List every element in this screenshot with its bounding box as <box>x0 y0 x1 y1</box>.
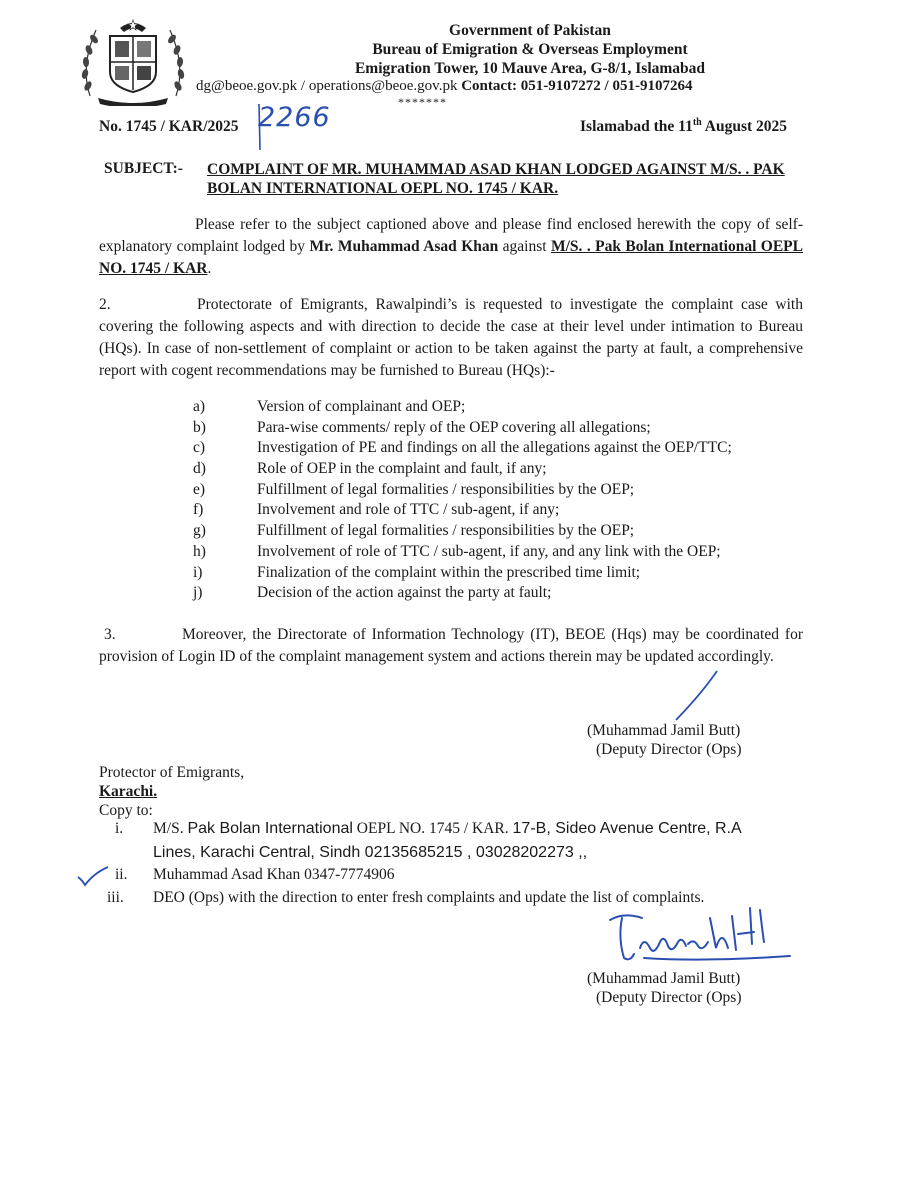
copy-number: i. <box>115 820 124 837</box>
copy-number: ii. <box>115 866 128 883</box>
addressee-city: Karachi. <box>99 783 158 800</box>
list-item-text: Version of complainant and OEP; <box>257 398 466 415</box>
header-government: Government of Pakistan <box>449 22 611 39</box>
copy-oep-name: Pak Bolan International <box>187 820 353 837</box>
copy-oep-license: OEPL NO. 1745 / KAR. <box>352 820 513 837</box>
copy-number: iii. <box>107 889 124 906</box>
list-item-letter: f) <box>193 501 204 519</box>
government-emblem-logo <box>76 16 190 106</box>
addressee-line: Protector of Emigrants, <box>99 764 245 781</box>
checkmark-icon <box>76 865 110 887</box>
para3-text: Moreover, the Directorate of Information Technology (IT), BEOE (Hqs) may be coordinated for provision of Login ID of the complaint management system and actions therein may be updated accordingly. <box>99 626 803 665</box>
place-date <box>580 117 787 136</box>
para1-end: . <box>207 260 212 277</box>
list-item-text: Investigation of PE and findings on all the allegations against the OEP/TTC; <box>257 439 732 457</box>
subject-text: COMPLAINT OF MR. MUHAMMAD ASAD KHAN LODGED AGAINST M/S. . PAK BOLAN INTERNATIONAL OEPL NO. 1745 / KAR. <box>207 161 785 197</box>
signatory-name-2: (Muhammad Jamil Butt) <box>587 970 741 987</box>
handwritten-diary-number: 2266 <box>258 102 331 133</box>
list-item-letter: d) <box>193 460 206 478</box>
oep-name: M/S. . Pak Bolan International OEPL NO. 1745 / KAR <box>99 238 803 277</box>
list-item-letter: g) <box>193 522 206 540</box>
copy-oep-address: 17-B, Sideo Avenue Centre, R.A <box>512 820 742 837</box>
para2-number: 2. <box>99 296 111 313</box>
list-item-letter: b) <box>193 418 206 436</box>
date-prefix: Islamabad the 11 <box>580 118 693 136</box>
list-item-letter: e) <box>193 480 206 498</box>
para1-part1: Please refer to the subject captioned above and please find enclosed herewith the copy of self-explanatory complaint lodged by <box>99 216 803 255</box>
reference-number: No. 1745 / KAR/2025 <box>99 118 239 135</box>
list-item-text: Involvement and role of TTC / sub-agent, if any; <box>257 501 560 519</box>
list-item-text: Para-wise comments/ reply of the OEP covering all allegations; <box>257 418 651 436</box>
list-item-letter: i) <box>193 563 203 581</box>
header-contact <box>196 78 692 95</box>
copy-address-line: Lines, Karachi Central, Sindh 02135685215 , 03028202273 ,, <box>153 844 588 861</box>
para3-number: 3. <box>104 626 116 643</box>
copy-to-label: Copy to: <box>99 802 153 819</box>
list-item-text: Decision of the action against the party at fault; <box>257 584 552 602</box>
handwritten-signature-icon <box>604 898 794 968</box>
paragraph-2 <box>99 294 803 382</box>
list-item-letter: a) <box>193 398 206 415</box>
list-item-letter: h) <box>193 542 206 560</box>
date-suffix: th <box>692 117 702 128</box>
copy-text: Muhammad Asad Khan 0347-7774906 <box>153 866 395 883</box>
complainant-name: Mr. Muhammad Asad Khan <box>309 238 499 255</box>
para2-text: Protectorate of Emigrants, Rawalpindi’s is requested to investigate the complaint case with covering the following aspects and with direction to decide the case at their level under intimation to Bureau (HQs). In case of non-settlement of complaint or action to be taken against the party at fault, a comprehensive report with cogent recommendations may be furnished to Bureau (HQs):- <box>99 296 803 379</box>
signatory-title: (Deputy Director (Ops) <box>596 741 742 758</box>
date-rest: August 2025 <box>701 118 788 136</box>
signature-stroke-icon <box>672 668 722 724</box>
list-item-text: Fulfillment of legal formalities / responsibilities by the OEP; <box>257 480 635 498</box>
list-item-text: Role of OEP in the complaint and fault, if any; <box>257 460 547 478</box>
copy-text: DEO (Ops) with the direction to enter fresh complaints and update the list of complaints. <box>153 889 705 906</box>
header-emails: dg@beoe.gov.pk / operations@beoe.gov.pk <box>196 78 458 94</box>
signatory-name: (Muhammad Jamil Butt) <box>587 722 741 739</box>
subject-label: SUBJECT:- <box>104 160 183 177</box>
copy-text <box>153 820 742 838</box>
list-item-letter: c) <box>193 439 206 457</box>
header-contact-label: Contact: <box>461 78 518 94</box>
list-item-text: Fulfillment of legal formalities / responsibilities by the OEP; <box>257 522 635 540</box>
paragraph-1 <box>99 214 803 280</box>
list-item-letter: j) <box>193 584 203 602</box>
header-separator: ******* <box>398 95 447 109</box>
para1-part2: against <box>498 238 551 255</box>
paragraph-3 <box>99 624 803 668</box>
signatory-title-2: (Deputy Director (Ops) <box>596 989 742 1006</box>
header-phones: 051-9107272 / 051-9107264 <box>520 78 693 94</box>
header-address: Emigration Tower, 10 Mauve Area, G-8/1, Islamabad <box>354 60 706 77</box>
list-item-text: Involvement of role of TTC / sub-agent, if any, and any link with the OEP; <box>257 542 721 560</box>
copy-oep-prefix: M/S. <box>153 820 188 837</box>
header-bureau: Bureau of Emigration & Overseas Employment <box>372 41 688 58</box>
list-item-text: Finalization of the complaint within the prescribed time limit; <box>257 563 641 581</box>
